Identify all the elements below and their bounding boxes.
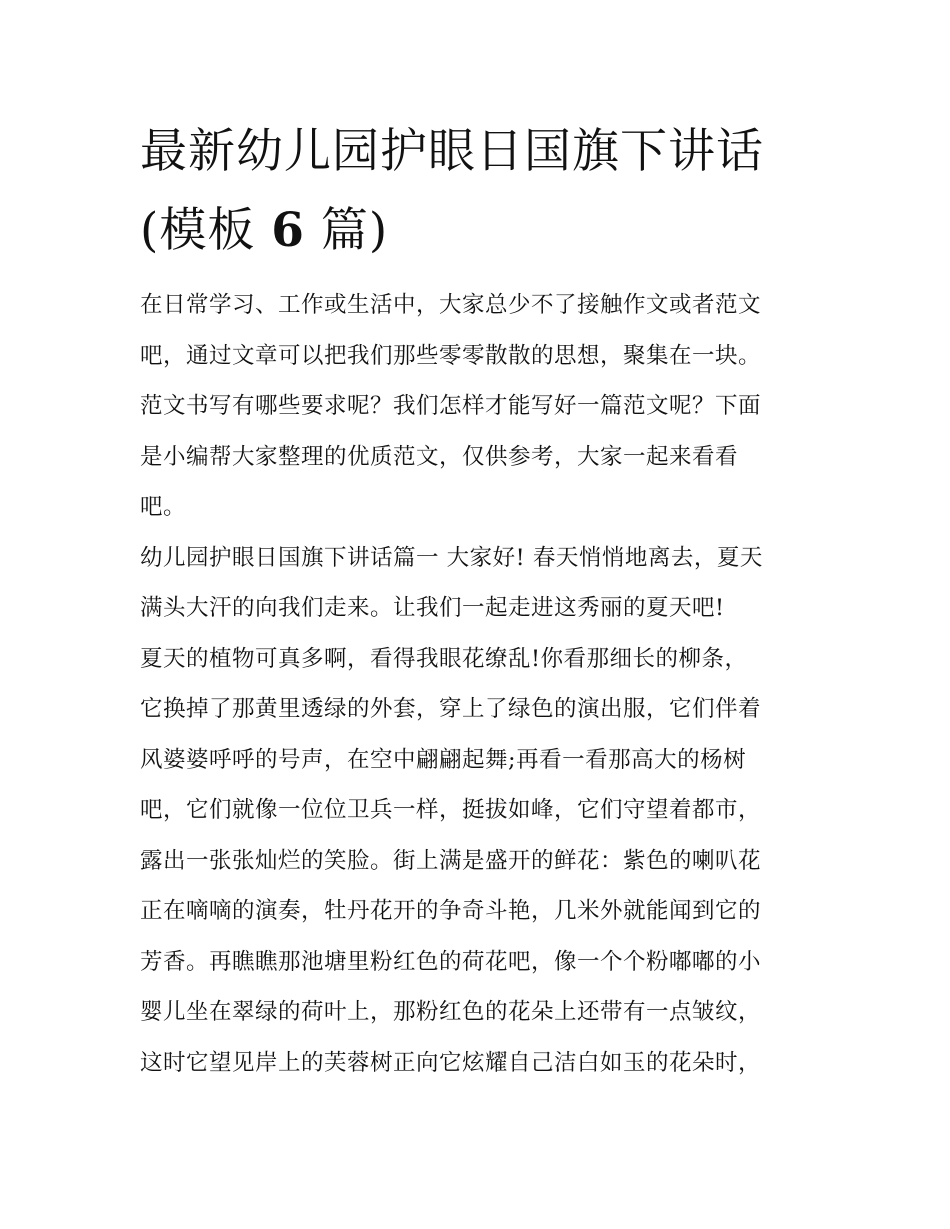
text-line: 这时它望见岸上的芙蓉树正向它炫耀自己洁白如玉的花朵时， bbox=[140, 1049, 762, 1076]
text-line: 风婆婆呼呼的号声，在空中翩翩起舞;再看一看那高大的杨树 bbox=[140, 746, 747, 773]
text-line: 夏天的植物可真多啊，看得我眼花缭乱!你看那细长的柳条， bbox=[140, 645, 748, 672]
text-line: 吧，它们就像一位位卫兵一样，挺拔如峰，它们守望着都市， bbox=[140, 797, 762, 823]
paragraph-summer-plants bbox=[140, 634, 820, 1089]
document-content bbox=[140, 112, 820, 1088]
text-line: 芳香。再瞧瞧那池塘里粉红色的荷花吧，像一个个粉嘟嘟的小 bbox=[140, 948, 762, 975]
text-line: 吧。 bbox=[140, 494, 187, 520]
text-line: 幼儿园护眼日国旗下讲话篇一 大家好! 春天悄悄地离去，夏天 bbox=[140, 544, 763, 571]
title-line-2 bbox=[140, 191, 820, 270]
paragraph-intro bbox=[140, 280, 820, 533]
text-line: 吧，通过文章可以把我们那些零零散散的思想，聚集在一块。 bbox=[140, 342, 762, 369]
text-line: 露出一张张灿烂的笑脸。街上满是盛开的鲜花：紫色的喇叭花 bbox=[140, 847, 762, 874]
document-title bbox=[140, 112, 820, 270]
document-body bbox=[140, 280, 820, 1088]
text-line: 范文书写有哪些要求呢？我们怎样才能写好一篇范文呢？下面 bbox=[140, 393, 762, 419]
text-line: 正在嘀嘀的演奏，牡丹花开的争奇斗艳，几米外就能闻到它的 bbox=[140, 898, 762, 924]
title-suffix: 篇) bbox=[304, 203, 389, 258]
text-line: 是小编帮大家整理的优质范文，仅供参考，大家一起来看看 bbox=[140, 443, 739, 470]
text-line: 它换掉了那黄里透绿的外套，穿上了绿色的演出服，它们伴着 bbox=[140, 696, 762, 722]
text-line: 婴儿坐在翠绿的荷叶上，那粉红色的花朵上还带有一点皱纹， bbox=[140, 999, 762, 1025]
text-line: 满头大汗的向我们走来。让我们一起走进这秀丽的夏天吧! bbox=[140, 595, 725, 621]
paragraph-speech-opening bbox=[140, 533, 820, 634]
text-line: 在日常学习、工作或生活中，大家总少不了接触作文或者范文 bbox=[140, 292, 762, 318]
title-number: 6 bbox=[271, 203, 305, 258]
title-prefix: (模板 bbox=[140, 203, 272, 258]
title-line-1: 最新幼儿园护眼日国旗下讲话 bbox=[140, 124, 764, 179]
